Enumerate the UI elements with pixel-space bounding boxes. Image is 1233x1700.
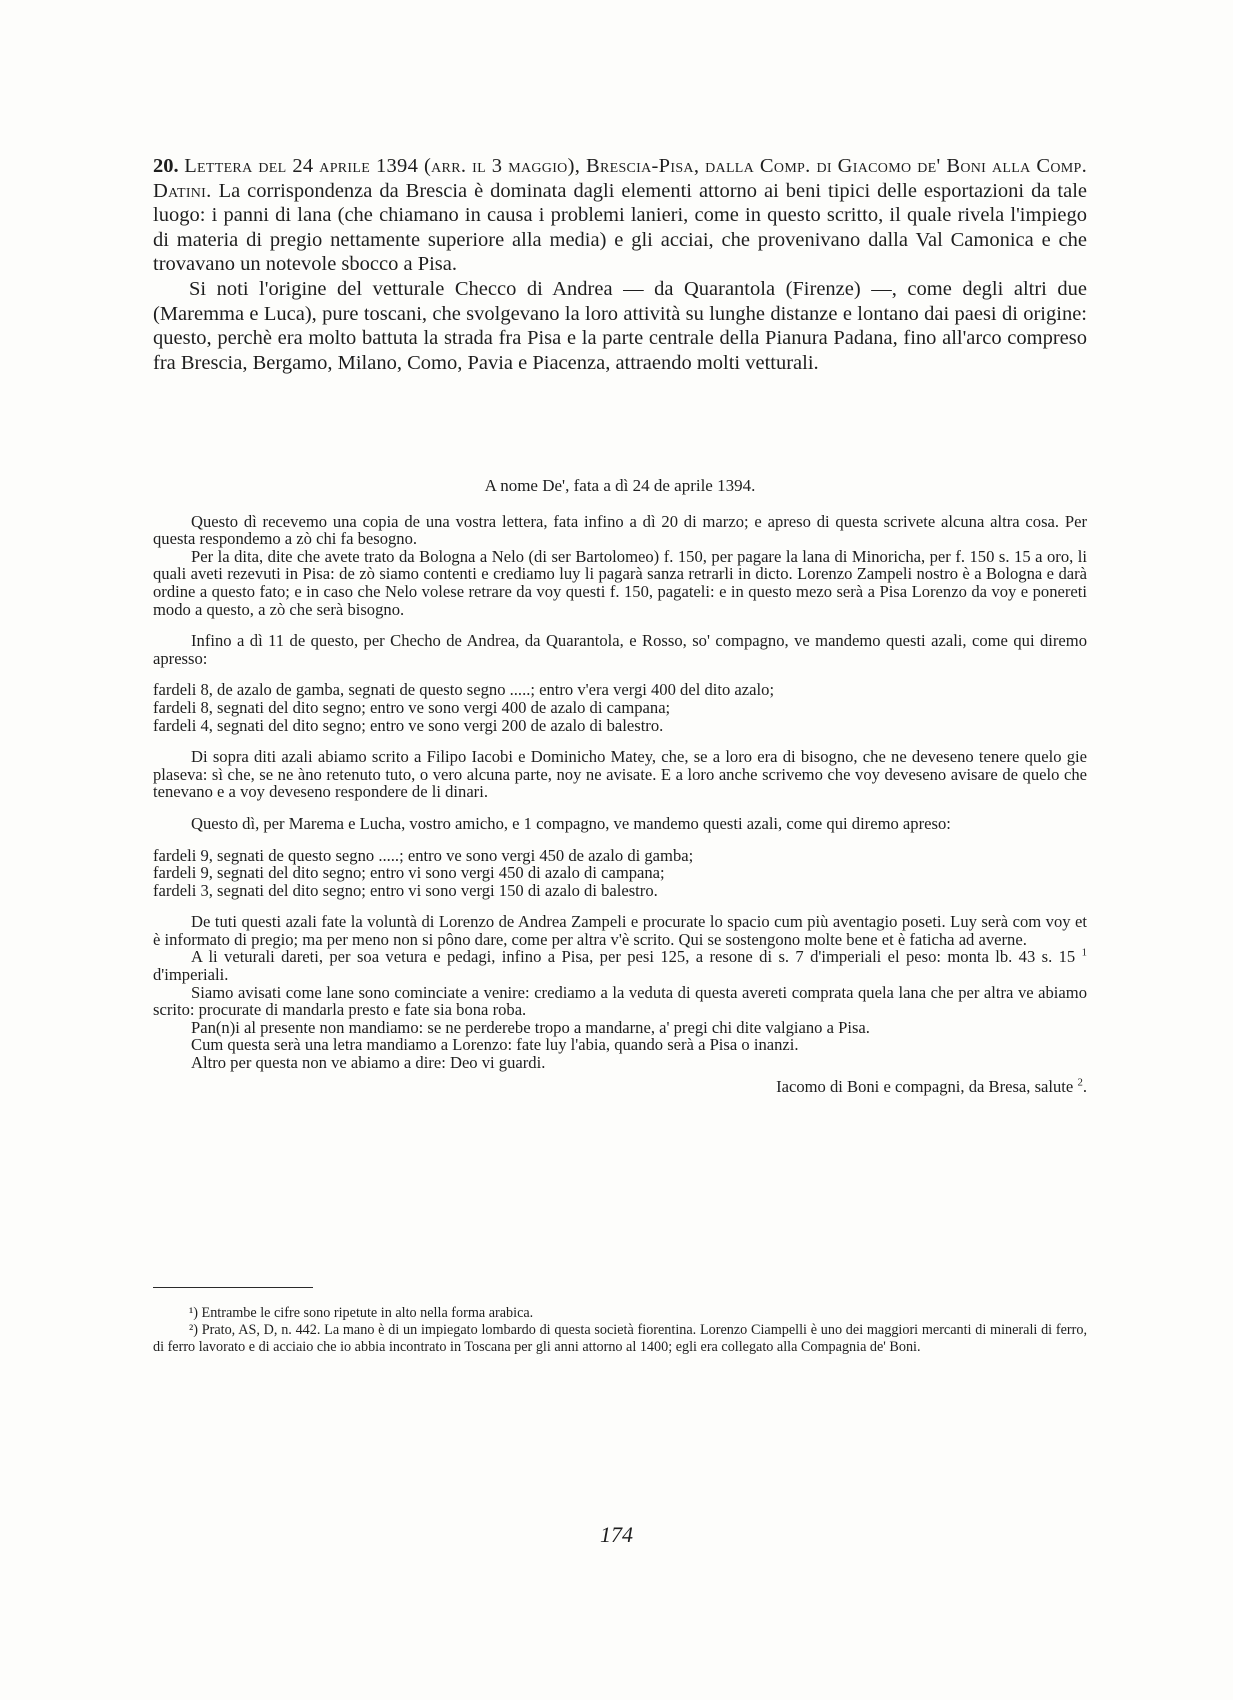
page-number: 174	[600, 1522, 633, 1547]
shipment-line: fardeli 3, segnati del dito segno; entro vi sono vergi 150 di azalo di balestro.	[153, 880, 658, 900]
footnote-2: ²) Prato, AS, D, n. 442. La mano è di un impiegato lombardo di questa società fiorentina. Lorenzo Ciampelli è uno dei maggiori mercanti di minerali di ferro, di ferro lavorato e di acciaio che io abbia incontrato in Toscana per gli anni attorno al 1400; egli era collegato alla Compagnia de' Boni.	[153, 1322, 1087, 1356]
signature-end: .	[1082, 1076, 1087, 1096]
shipment-list-2	[153, 847, 1087, 900]
entry-intro-text: La corrispondenza da Brescia è dominata dagli elementi attorno ai beni tipici delle esportazioni da tale luogo: i panni di lana (che chiamano in causa i problemi lanieri, come in questo scritto, il quale rivela l'impiego di materia di pregio nettamente superiore alla media) e gli acciai, che provenivano dalla Val Camonica e che trovavano un notevole sbocco a Pisa.	[153, 179, 1088, 276]
payment-text-end: d'imperiali.	[153, 965, 229, 985]
shipment-line: fardeli 9, segnati de questo segno .....; entro ve sono vergi 450 de azalo di gamba;	[153, 845, 694, 865]
payment-text: A li veturali dareti, per soa vetura e pedagi, infino a Pisa, per pesi 125, a resone di s. 7 d'imperiali el peso: monta lb. 43 s. 15	[191, 947, 1076, 967]
letter-paragraph	[153, 948, 1087, 983]
footnote-ref-2: 2	[1077, 1076, 1083, 1089]
shipment-line: fardeli 4, segnati del dito segno; entro ve sono vergi 200 de azalo di balestro.	[153, 715, 664, 735]
footnote-divider	[153, 1287, 313, 1288]
letter-paragraph: Siamo avisati come lane sono cominciate a venire: crediamo a la veduta di questa avereti comprata quela lana che per altra ve abiamo scrito: procurate di mandarla presto e fate sia bona roba.	[153, 982, 1087, 1020]
entry-title: Lettera del 24 aprile 1394 (arr. il 3 maggio), Brescia-Pisa, dalla Comp. di Giacomo de' Boni alla Comp. Datini.	[153, 155, 1088, 202]
shipment-list-1	[153, 681, 1087, 734]
shipment-line: fardeli 8, de azalo de gamba, segnati de questo segno .....; entro v'era vergi 400 del dito azalo;	[153, 680, 775, 700]
letter-dateline: A nome De', fata a dì 24 de aprile 1394.	[484, 476, 756, 495]
letter-paragraph: Altro per questa non ve abiamo a dire: Deo vi guardi.	[191, 1053, 546, 1073]
signature-text: Iacomo di Boni e compagni, da Bresa, salute	[776, 1076, 1074, 1096]
entry-number: 20.	[153, 155, 179, 177]
letter-paragraph: Pan(n)i al presente non mandiamo: se ne perderebe tropo a mandarne, a' pregi chi dite valgiano a Pisa.	[191, 1017, 870, 1037]
letter-signature	[153, 1078, 1087, 1096]
entry-heading	[153, 154, 1087, 277]
footnote-1: ¹) Entrambe le cifre sono ripetute in alto nella forma arabica.	[189, 1305, 534, 1321]
letter-paragraph: Cum questa serà una letra mandiamo a Lorenzo: fate luy l'abia, quando serà a Pisa o inanzi.	[191, 1035, 799, 1055]
footnote-ref-1: 1	[1081, 946, 1087, 959]
shipment-line: fardeli 8, segnati del dito segno; entro ve sono vergi 400 de azalo di campana;	[153, 697, 671, 717]
shipment-line: fardeli 9, segnati del dito segno; entro vi sono vergi 450 di azalo di campana;	[153, 863, 665, 883]
letter-paragraph: Di sopra diti azali abiamo scrito a Filipo Iacobi e Dominicho Matey, che, se a loro era di bisogno, che ne deveseno tenere quelo gie plaseva: sì che, se ne àno retenuto tuto, o vero alcuna parte, noy ne avisate. E a loro anche scrivemo che voy deveseno avisare de quelo che tenevano e a voy deveseno respondere de li dinari.	[153, 747, 1087, 802]
footnotes	[153, 1305, 1087, 1357]
intro-section	[153, 154, 1087, 375]
intro-paragraph-2: Si noti l'origine del vetturale Checco di Andrea — da Quarantola (Firenze) —, come degli altri due (Maremma e Luca), pure toscani, che svolgevano la loro attività su lunghe distanze e lontano dai paesi di origine: questo, perchè era molto battuta la strada fra Pisa e la parte centrale della Pianura Padana, fino all'arco compreso fra Brescia, Bergamo, Milano, Como, Pavia e Piacenza, attraendo molti vetturali.	[153, 277, 1087, 374]
letter-transcription	[153, 477, 1087, 1095]
letter-paragraph: Questo dì, per Marema e Lucha, vostro amicho, e 1 compagno, ve mandemo questi azali, come qui diremo apreso:	[191, 813, 951, 833]
letter-paragraph: Infino a dì 11 de questo, per Checho de Andrea, da Quarantola, e Rosso, so' compagno, ve mandemo questi azali, come qui diremo apresso:	[153, 631, 1087, 668]
letter-paragraph: Per la dita, dite che avete trato da Bologna a Nelo (di ser Bartolomeo) f. 150, per pagare la lana di Minoricha, per f. 150 s. 15 a oro, li quali aveti rezevuti in Pisa: de zò siamo contenti e crediamo luy li pagarà sanza retrarli in dicto. Lorenzo Zampeli nostro è a Bologna e darà ordine a questo fato; e in caso che Nelo volese retrare da voy questi f. 150, pagateli: e in questo mezo serà a Pisa Lorenzo da voy e ponereti modo a questo, a zò che serà bisogno.	[153, 546, 1087, 619]
letter-paragraph: Questo dì recevemo una copia de una vostra lettera, fata infino a dì 20 di marzo; e apreso di questa scrivete alcuna altra cosa. Per questa respondemo a zò chi fa besogno.	[153, 511, 1087, 549]
letter-paragraph: De tuti questi azali fate la voluntà di Lorenzo de Andrea Zampeli e procurate lo spacio cum più aventagio poseti. Luy serà com voy et è informato di pregio; ma per meno non si pôno dare, come per altra v'è scrito. Qui se sostengono molte bene et è faticha ad averne.	[153, 912, 1087, 949]
